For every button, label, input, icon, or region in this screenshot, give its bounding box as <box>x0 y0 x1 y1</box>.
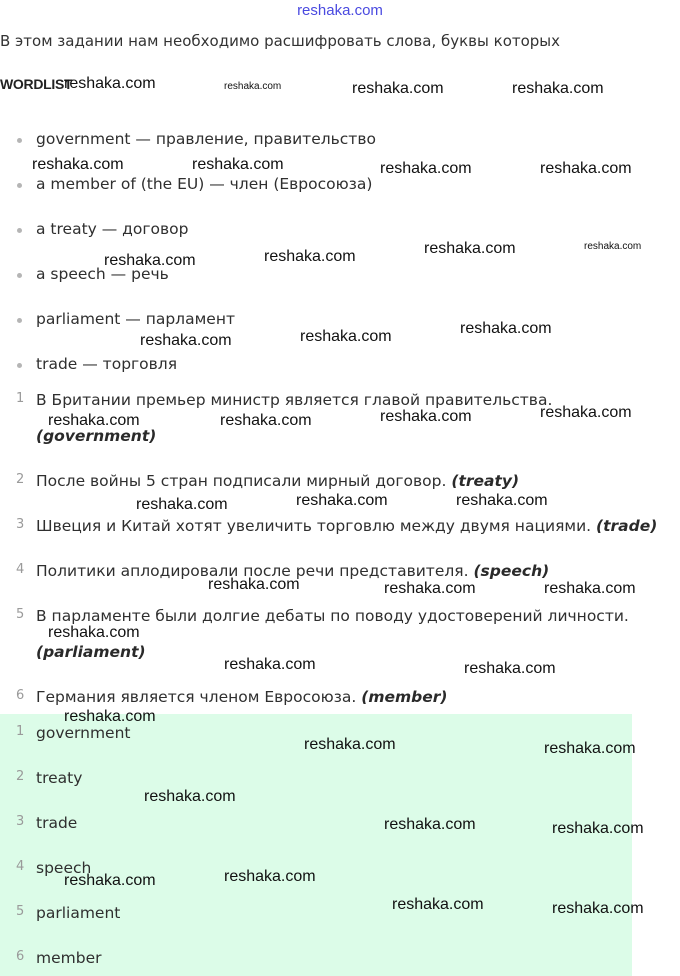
watermark: reshaka.com <box>32 156 124 173</box>
sentence-text: Политики аплодировали после речи представителя. <box>36 562 469 580</box>
watermark: reshaka.com <box>384 816 476 833</box>
watermark: reshaka.com <box>64 708 156 725</box>
watermark: reshaka.com <box>224 81 282 92</box>
site-header-link[interactable]: reshaka.com <box>297 2 383 19</box>
watermark: reshaka.com <box>208 576 300 593</box>
item-number: 4 <box>16 859 25 874</box>
watermark: reshaka.com <box>64 872 156 889</box>
watermark: reshaka.com <box>140 332 232 349</box>
sentence-text: После войны 5 стран подписали мирный договор. <box>36 472 447 490</box>
item-number: 6 <box>16 688 25 703</box>
item-number: 6 <box>16 949 25 964</box>
item-number: 2 <box>16 472 25 487</box>
watermark: reshaka.com <box>460 320 552 337</box>
watermark: reshaka.com <box>456 492 548 509</box>
answer-word: speech <box>36 859 92 877</box>
sentence-answer: (government) <box>36 427 157 445</box>
item-number: 5 <box>16 904 25 919</box>
watermark: reshaka.com <box>304 736 396 753</box>
item-number: 3 <box>16 814 25 829</box>
watermark: reshaka.com <box>584 241 642 252</box>
bullet-icon <box>17 363 22 368</box>
watermark: reshaka.com <box>464 660 556 677</box>
sentence-text: Швеция и Китай хотят увеличить торговлю между двумя нациями. <box>36 517 592 535</box>
wordlist-item-text: a member of (the EU) — член (Евросоюза) <box>36 175 373 193</box>
answer-word: member <box>36 949 102 967</box>
watermark: reshaka.com <box>540 160 632 177</box>
wordlist-heading: WORDLIST <box>0 76 73 92</box>
watermark: reshaka.com <box>540 404 632 421</box>
watermark: reshaka.com <box>380 408 472 425</box>
sentence-answer: (speech) <box>473 562 550 580</box>
watermark: reshaka.com <box>512 80 604 97</box>
item-number: 3 <box>16 517 25 532</box>
watermark: reshaka.com <box>136 496 228 513</box>
bullet-icon <box>17 228 22 233</box>
wordlist-item-text: trade — торговля <box>36 355 178 373</box>
watermark: reshaka.com <box>224 656 316 673</box>
watermark: reshaka.com <box>264 248 356 265</box>
watermark: reshaka.com <box>544 580 636 597</box>
item-number: 4 <box>16 562 25 577</box>
watermark: reshaka.com <box>384 580 476 597</box>
watermark: reshaka.com <box>392 896 484 913</box>
wordlist-item-text: a speech — речь <box>36 265 169 283</box>
item-number: 5 <box>16 607 25 622</box>
wordlist-item-text: parliament — парламент <box>36 310 235 328</box>
watermark: reshaka.com <box>424 240 516 257</box>
item-number: 1 <box>16 724 25 739</box>
watermark: reshaka.com <box>220 412 312 429</box>
watermark: reshaka.com <box>552 820 644 837</box>
sentence-text: В Британии премьер министр является главой правительства. <box>36 391 553 409</box>
intro-text: В этом задании нам необходимо расшифровать слова, буквы которых <box>0 32 561 50</box>
watermark: reshaka.com <box>48 624 140 641</box>
sentence-answer: (member) <box>361 688 448 706</box>
watermark: reshaka.com <box>224 868 316 885</box>
bullet-icon <box>17 273 22 278</box>
answer-word: government <box>36 724 131 742</box>
watermark: reshaka.com <box>64 75 156 92</box>
watermark: reshaka.com <box>48 412 140 429</box>
watermark: reshaka.com <box>300 328 392 345</box>
bullet-icon <box>17 138 22 143</box>
watermark: reshaka.com <box>380 160 472 177</box>
watermark: reshaka.com <box>544 740 636 757</box>
answer-word: treaty <box>36 769 83 787</box>
wordlist-item-text: a treaty — договор <box>36 220 189 238</box>
watermark: reshaka.com <box>144 788 236 805</box>
item-number: 2 <box>16 769 25 784</box>
sentence-answer: (treaty) <box>451 472 520 490</box>
watermark: reshaka.com <box>104 252 196 269</box>
item-number: 1 <box>16 391 25 406</box>
bullet-icon <box>17 318 22 323</box>
answer-word: trade <box>36 814 78 832</box>
sentence-text: В парламенте были долгие дебаты по поводу удостоверений личности. <box>36 607 629 625</box>
watermark: reshaka.com <box>296 492 388 509</box>
bullet-icon <box>17 183 22 188</box>
watermark: reshaka.com <box>192 156 284 173</box>
watermark: reshaka.com <box>552 900 644 917</box>
watermark: reshaka.com <box>352 80 444 97</box>
wordlist-item-text: government — правление, правительство <box>36 130 376 148</box>
sentence-text: Германия является членом Евросоюза. <box>36 688 357 706</box>
sentence-answer: (parliament) <box>36 643 146 661</box>
sentence-answer: (trade) <box>596 517 658 535</box>
answer-word: parliament <box>36 904 121 922</box>
